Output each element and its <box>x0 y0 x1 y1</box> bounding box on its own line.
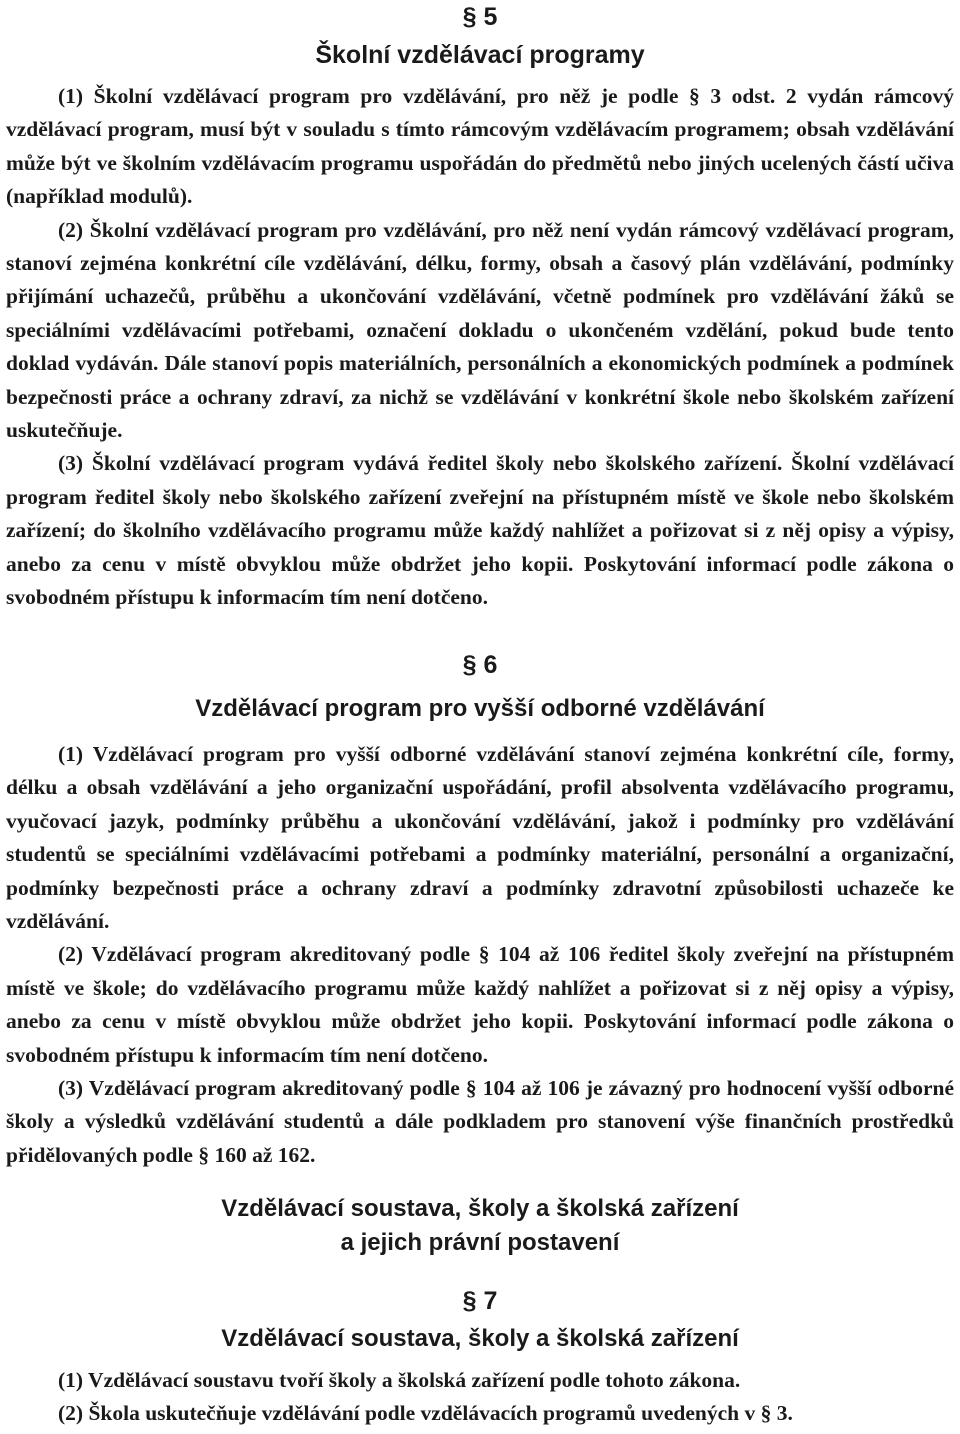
section-6-number: § 6 <box>462 651 498 679</box>
part-title-line-1: Vzdělávací soustava, školy a školská zařízení <box>221 1195 739 1222</box>
section-5-title: Školní vzdělávací programy <box>315 41 645 69</box>
section-6 <box>0 648 960 1172</box>
section-5-paragraph-3: (3) Školní vzdělávací program vydává ředitel školy nebo školského zařízení. Školní vzdělávací program ředitel školy nebo školského zařízení zveřejní na přístupném místě ve škole nebo školském zařízení; do školního vzdělávacího programu může každý nahlížet a pořizovat si z něj opisy a výpisy, anebo za cenu v místě obvyklou může obdržet jeho kopii. Poskytování informací podle zákona o svobodném přístupu k informacím tím není dotčeno. <box>6 451 954 610</box>
section-5-paragraph-1: (1) Školní vzdělávací program pro vzdělávání, pro něž je podle § 3 odst. 2 vydán rámcový vzdělávací program, musí být v souladu s tímto rámcovým vzdělávacím programem; obsah vzdělávání může být ve školním vzdělávacím programu uspořádán do předmětů nebo jiných ucelených částí učiva (například modulů). <box>6 84 954 209</box>
section-7-number: § 7 <box>462 1287 498 1315</box>
part-heading <box>0 1192 960 1260</box>
section-5-number: § 5 <box>462 3 498 31</box>
section-7-paragraph-2: (2) Škola uskutečňuje vzdělávání podle vzdělávacích programů uvedených v § 3. <box>58 1401 793 1426</box>
part-title-line-2: a jejich právní postavení <box>340 1229 620 1256</box>
section-5 <box>0 0 960 615</box>
section-7-paragraph-1: (1) Vzdělávací soustavu tvoří školy a školská zařízení podle tohoto zákona. <box>58 1368 741 1392</box>
section-6-title: Vzdělávací program pro vyšší odborné vzdělávání <box>195 695 765 722</box>
section-6-paragraph-1: (1) Vzdělávací program pro vyšší odborné vzdělávání stanoví zejména konkrétní cíle, formy, délku a obsah vzdělávání a jeho organizační uspořádání, profil absolventa vzdělávacího programu, vyučovací jazyk, podmínky průběhu a ukončování vzdělávání, jakož i podmínky pro vzdělávání studentů se speciálními vzdělávacími potřebami a podmínky materiální, personální a organizační, podmínky bezpečnosti práce a ochrany zdraví a podmínky zdravotní způsobilosti uchazeče ke vzdělávání. <box>6 742 954 934</box>
section-6-paragraph-3: (3) Vzdělávací program akreditovaný podle § 104 až 106 je závazný pro hodnocení vyšší odborné školy a výsledků vzdělávání studentů a dále podkladem pro stanovení výše finančních prostředků přidělovaných podle § 160 až 162. <box>6 1076 954 1167</box>
section-7 <box>0 1284 960 1431</box>
section-5-paragraph-2: (2) Školní vzdělávací program pro vzdělávání, pro něž není vydán rámcový vzdělávací program, stanoví zejména konkrétní cíle vzdělávání, délku, formy, obsah a časový plán vzdělávání, podmínky přijímání uchazečů, průběhu a ukončování vzdělávání, včetně podmínek pro vzdělávání žáků se speciálními vzdělávacími potřebami, označení dokladu o ukončeném vzdělání, pokud bude tento doklad vydáván. Dále stanoví popis materiálních, personálních a ekonomických podmínek a podmínek bezpečnosti práce a ochrany zdraví, za nichž se vzdělávání v konkrétní škole nebo školském zařízení uskutečňuje. <box>6 217 954 443</box>
section-7-title: Vzdělávací soustava, školy a školská zařízení <box>221 1325 739 1352</box>
section-6-paragraph-2: (2) Vzdělávací program akreditovaný podle § 104 až 106 ředitel školy zveřejní na přístupném místě ve škole; do vzdělávacího programu může každý nahlížet a pořizovat si z něj opisy a výpisy, anebo za cenu v místě obvyklou může obdržet jeho kopii. Poskytování informací podle zákona o svobodném přístupu k informacím tím není dotčeno. <box>6 942 954 1067</box>
